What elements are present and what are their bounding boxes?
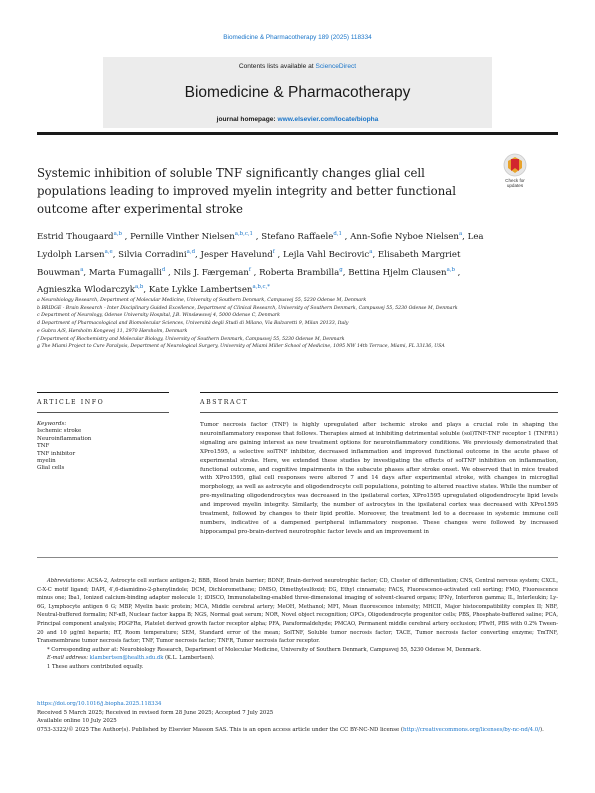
author-affiliation-marker[interactable]: d <box>161 266 166 273</box>
author-list <box>37 227 507 298</box>
publication-info <box>37 700 558 735</box>
abbreviations-paragraph <box>37 577 558 646</box>
author-separator: , <box>112 249 119 260</box>
received-dates: Received 5 March 2025; Received in revised form 28 June 2025; Accepted 7 July 2025 <box>37 709 274 716</box>
author-entry <box>259 268 348 278</box>
paper-title: Systemic inhibition of soluble TNF significantly changes glial cell populations leading to improved myelin integrity and better functional outcome after experimental stroke <box>37 166 456 216</box>
author-name[interactable]: Lejla Vahl Becirovic <box>282 249 370 260</box>
journal-citation-link[interactable]: Biomedicine & Pharmacotherapy 189 (2025) 118334 <box>223 34 372 41</box>
author-affiliation-marker[interactable]: a,b <box>446 266 455 273</box>
license-link[interactable]: http://creativecommons.org/licenses/by-nc-nd/4.0/ <box>403 727 541 734</box>
author-affiliation-marker[interactable]: a <box>458 231 463 237</box>
author-separator: , <box>372 249 378 260</box>
author-separator: , <box>454 267 461 278</box>
affiliation-list <box>37 297 558 351</box>
author-separator: , <box>83 267 89 278</box>
equal-contribution-note: 1 These authors contributed equally. <box>47 663 144 670</box>
author-affiliation-marker[interactable]: a,b,c,1 <box>234 231 253 237</box>
author-affiliation-marker[interactable]: a,b <box>113 231 122 237</box>
article-info-subrule <box>37 412 169 413</box>
badge-text-line2: updates <box>506 183 524 188</box>
affiliation-item: f Department of Biochemistry and Molecular Biology, University of Southern Denmark, Campusvej 55, 5230 Odense M, Denmark <box>37 336 345 342</box>
author-entry <box>37 285 149 295</box>
author-affiliation-marker[interactable]: a,b <box>134 284 144 291</box>
email-label: E-mail address: <box>47 655 88 662</box>
author-name[interactable]: Roberta Brambilla <box>259 267 340 278</box>
keyword-item: Ischemic stroke <box>37 428 82 435</box>
author-name[interactable]: Bettina Hjelm Clausen <box>348 267 447 278</box>
footnotes <box>37 577 558 672</box>
header-divider <box>37 132 558 135</box>
keyword-item: TNF <box>37 443 50 450</box>
keywords-block <box>37 421 169 473</box>
author-separator: , <box>165 267 174 278</box>
affiliation-item: e Gubra A/S, Hørsholm Kongevej 11, 2970 Hørsholm, Denmark <box>37 328 188 334</box>
author-separator: , <box>462 231 468 242</box>
license-suffix: ). <box>540 727 544 734</box>
author-name[interactable]: Ann-Sofie Nyboe Nielsen <box>350 231 459 242</box>
badge-text-line1: Check for <box>505 178 525 183</box>
author-separator: , <box>253 231 262 242</box>
contents-line <box>103 63 492 70</box>
license-prefix: 0753-3322/© 2025 The Author(s). Published by Elsevier Masson SAS. This is an open access article under the CC BY-NC-ND license ( <box>37 727 403 734</box>
author-name[interactable]: Lea Lydolph Larsen <box>37 231 484 260</box>
abstract-rule <box>200 392 558 393</box>
affiliation-item: c Department of Neurology, Odense University Hospital, J.B. Winsløwsvej 4, 5000 Odense C, Denmark <box>37 313 281 319</box>
author-name[interactable]: Elisabeth Margriet Bouwman <box>37 249 461 278</box>
keyword-item: myelin <box>37 458 56 465</box>
abstract-subrule <box>200 412 558 413</box>
license-statement <box>37 726 558 735</box>
author-name[interactable]: Stefano Raffaele <box>261 231 334 242</box>
keyword-item: TNF inhibitor <box>37 450 76 457</box>
author-separator: , <box>250 267 260 278</box>
article-info-heading: ARTICLE INFO <box>37 399 105 406</box>
email-suffix: (K.L. Lambertsen). <box>163 655 215 662</box>
abbreviations-text: ACSA-2, Astrocyte cell surface antigen-2; BBB, Blood brain barrier; BDNF, Brain-derived neurotrophic factor; CD, Cluster of differentiation; CNS, Central nervous system; CXCL, C-X-C motif ligand; DAPI, 4′,6-diamidino-2-phenylindole; DCM, Dichloromethane; DMSO, Dimethylsulfoxid; EG, Ethyl cinnamate; FACS, Fluorescence-activated cell sorting; FMO, Fluorescence minus one; Iba1, Ionized calcium-binding adapter molecule 1; iDISCO, Immunolabeling-enabled three-dimensional imaging of solvent-cleared organs; IFNγ, Interferon gamma; IL, Interleukin; Ly-6G, Lymphocyte antigen 6 G; MBP, Myelin basic protein; MCA, Middle cerebral artery; MeOH, Methanol; MFI, Mean fluorescence intensity; MHCII, Major histocompatibility complex II; NBF, Neutral-buffered formalin; NF-κB, Nuclear factor kappa B; NGS, Normal goat serum; NOR, Novel object recognition; OPCs, Oligodendrocyte progenitor cells; PBS, Phosphate-buffered saline; PCA, Principal component analysis; PDGFRα, Platelet derived growth factor receptor alpha; PFA, Paraformaldehyde; PMCAO, Permanent middle cerebral artery occlusion; PTwH, PBS with 0.2% Tween-20 and 10 μg/ml heparin; RT, Room temperature; SEM, Standard error of the mean; SolTNF, Soluble tumor necrosis factor; TACE, Tumor necrosis factor converting enzyme; TmTNF, Transmembrane tumor necrosis factor; TNF, Tumor necrosis factor; TNFR, Tumor necrosis factor receptor. <box>37 578 558 645</box>
author-entry <box>37 232 130 242</box>
author-affiliation-marker[interactable]: d,1 <box>333 231 342 237</box>
author-affiliation-marker[interactable]: a,b,c,* <box>252 284 270 291</box>
author-affiliation-marker[interactable]: f <box>248 266 251 273</box>
author-name[interactable]: Pernille Vinther Nielsen <box>130 231 235 242</box>
author-entry <box>350 232 467 242</box>
journal-homepage-line <box>0 116 595 123</box>
journal-homepage-link[interactable]: www.elsevier.com/locate/biopha <box>277 116 379 123</box>
author-name[interactable]: Kate Lykke Lambertsen <box>148 285 253 296</box>
check-for-updates-badge[interactable] <box>497 151 533 191</box>
author-name[interactable]: Silvia Corradini <box>118 249 187 260</box>
keyword-list <box>37 428 169 472</box>
journal-title: Biomedicine & Pharmacotherapy <box>184 84 411 101</box>
affiliation-item: g The Miami Project to Cure Paralysis, Department of Neurological Surgery, University of Miami Miller School of Medicine, 1095 NW 14th Terrace, Miami, FL 33136, USA <box>37 344 445 350</box>
author-separator: , <box>342 267 349 278</box>
corresponding-author-note: * Corresponding author at: Neurobiology Research, Department of Molecular Medicine, University of Southern Denmark, Campusvej 55, 5230 Odense M, Denmark. <box>47 646 481 653</box>
author-entry <box>118 250 200 260</box>
author-affiliation-marker[interactable]: a <box>80 266 84 273</box>
author-name[interactable]: Estrid Thougaard <box>37 231 114 242</box>
author-name[interactable]: Marta Fumagalli <box>88 267 162 278</box>
article-info-rule <box>37 392 169 393</box>
author-entry <box>201 250 283 260</box>
author-affiliation-marker[interactable]: a,e <box>104 248 113 255</box>
affiliation-item: d Department of Pharmacological and Biomolecular Sciences, Università degli Studi di Milano, Via Balzaretti 9, Milan 20133, Italy <box>37 321 349 327</box>
contents-prefix: Contents lists available at <box>238 63 316 70</box>
footnote-divider <box>37 557 558 558</box>
keywords-heading: Keywords: <box>37 421 67 427</box>
author-name[interactable]: Jesper Havelund <box>200 249 273 260</box>
author-entry <box>261 232 350 242</box>
sciencedirect-link[interactable]: ScienceDirect <box>315 63 357 70</box>
author-entry <box>283 250 378 260</box>
author-entry <box>130 232 261 242</box>
author-separator: , <box>121 231 131 242</box>
author-separator: , <box>274 249 283 260</box>
author-affiliation-marker[interactable]: a,d <box>186 248 196 255</box>
author-separator: , <box>195 249 201 260</box>
author-entry <box>89 268 174 278</box>
author-affiliation-marker[interactable]: g <box>339 266 343 273</box>
author-entry <box>348 268 460 278</box>
keyword-item: Neuroinflammation <box>37 435 92 442</box>
abstract-heading: ABSTRACT <box>200 399 249 406</box>
abstract-text: Tumor necrosis factor (TNF) is highly upregulated after ischemic stroke and plays a crucial role in shaping the neuroinflammatory response that follows. Therapies aimed at inhibiting detrimental soluble (sol)TNF-TNF receptor 1 (TNFR1) signaling are gaining interest as new treatment options for neuroinflammatory conditions. We previously demonstrated that XPro1595, a selective solTNF inhibitor, decreased inflammation and improved functional outcome in the acute phase of experimental stroke. Here, we extended these studies by investigating the effects of solTNF inhibition on inflammation, functional outcome, and cognitive impairments in the subacute phases after stroke onset. We observed that in mice treated with XPro1595, glial cell responses were altered 7 and 14 days after experimental stroke, with changes in microglial morphology, as well as astrocyte and oligodendrocyte cell populations, pointing to altered reactive states. While the number of pre-myelinating oligodendrocytes was decreased in the ipsilateral cortex, XPro1595 upregulated oligodendrocyte lipid levels and improved myelin integrity. Similarly, the number of astrocytes in the ipsilateral cortex was decreased with XPro1595 treatment, followed by changes to their lipid profile. Moreover, the treatment led to a decrease in systemic immune cell numbers, indicative of a dampened peripheral inflammatory response. These changes were followed by increased hippocampal pro-brain-derived neurotrophic factor levels and an improvement in <box>200 422 558 535</box>
author-entry <box>149 285 270 295</box>
abbreviations-heading: Abbreviations: <box>47 578 86 584</box>
author-affiliation-marker[interactable]: a <box>369 248 373 255</box>
available-online: Available online 10 July 2025 <box>37 718 117 725</box>
keyword-item: Glial cells <box>37 465 65 472</box>
affiliation-item: b BRIDGE - Brain Research - Inter Disciplinary Guided Excellence, Department of Clinical Research, University of Southern Denmark, Campusvej 55, 5230 Odense M, Denmark <box>37 305 458 311</box>
author-entry <box>174 268 260 278</box>
author-separator: , <box>341 231 351 242</box>
email-link[interactable]: klambertsen@health.sdu.dk <box>89 655 164 662</box>
affiliation-item: a Neurobiology Research, Department of Molecular Medicine, University of Southern Denmark, Campusvej 55, 5230 Odense M, Denmark <box>37 298 367 303</box>
email-note <box>37 654 558 663</box>
homepage-prefix: journal homepage: <box>216 116 278 123</box>
doi-link[interactable]: https://doi.org/10.1016/j.biopha.2025.118334 <box>37 701 162 707</box>
author-name[interactable]: Nils J. Færgeman <box>173 267 249 278</box>
author-separator: , <box>143 285 149 296</box>
author-affiliation-marker[interactable]: f <box>272 248 275 255</box>
author-name[interactable]: Agnieszka Wlodarczyk <box>37 285 135 296</box>
